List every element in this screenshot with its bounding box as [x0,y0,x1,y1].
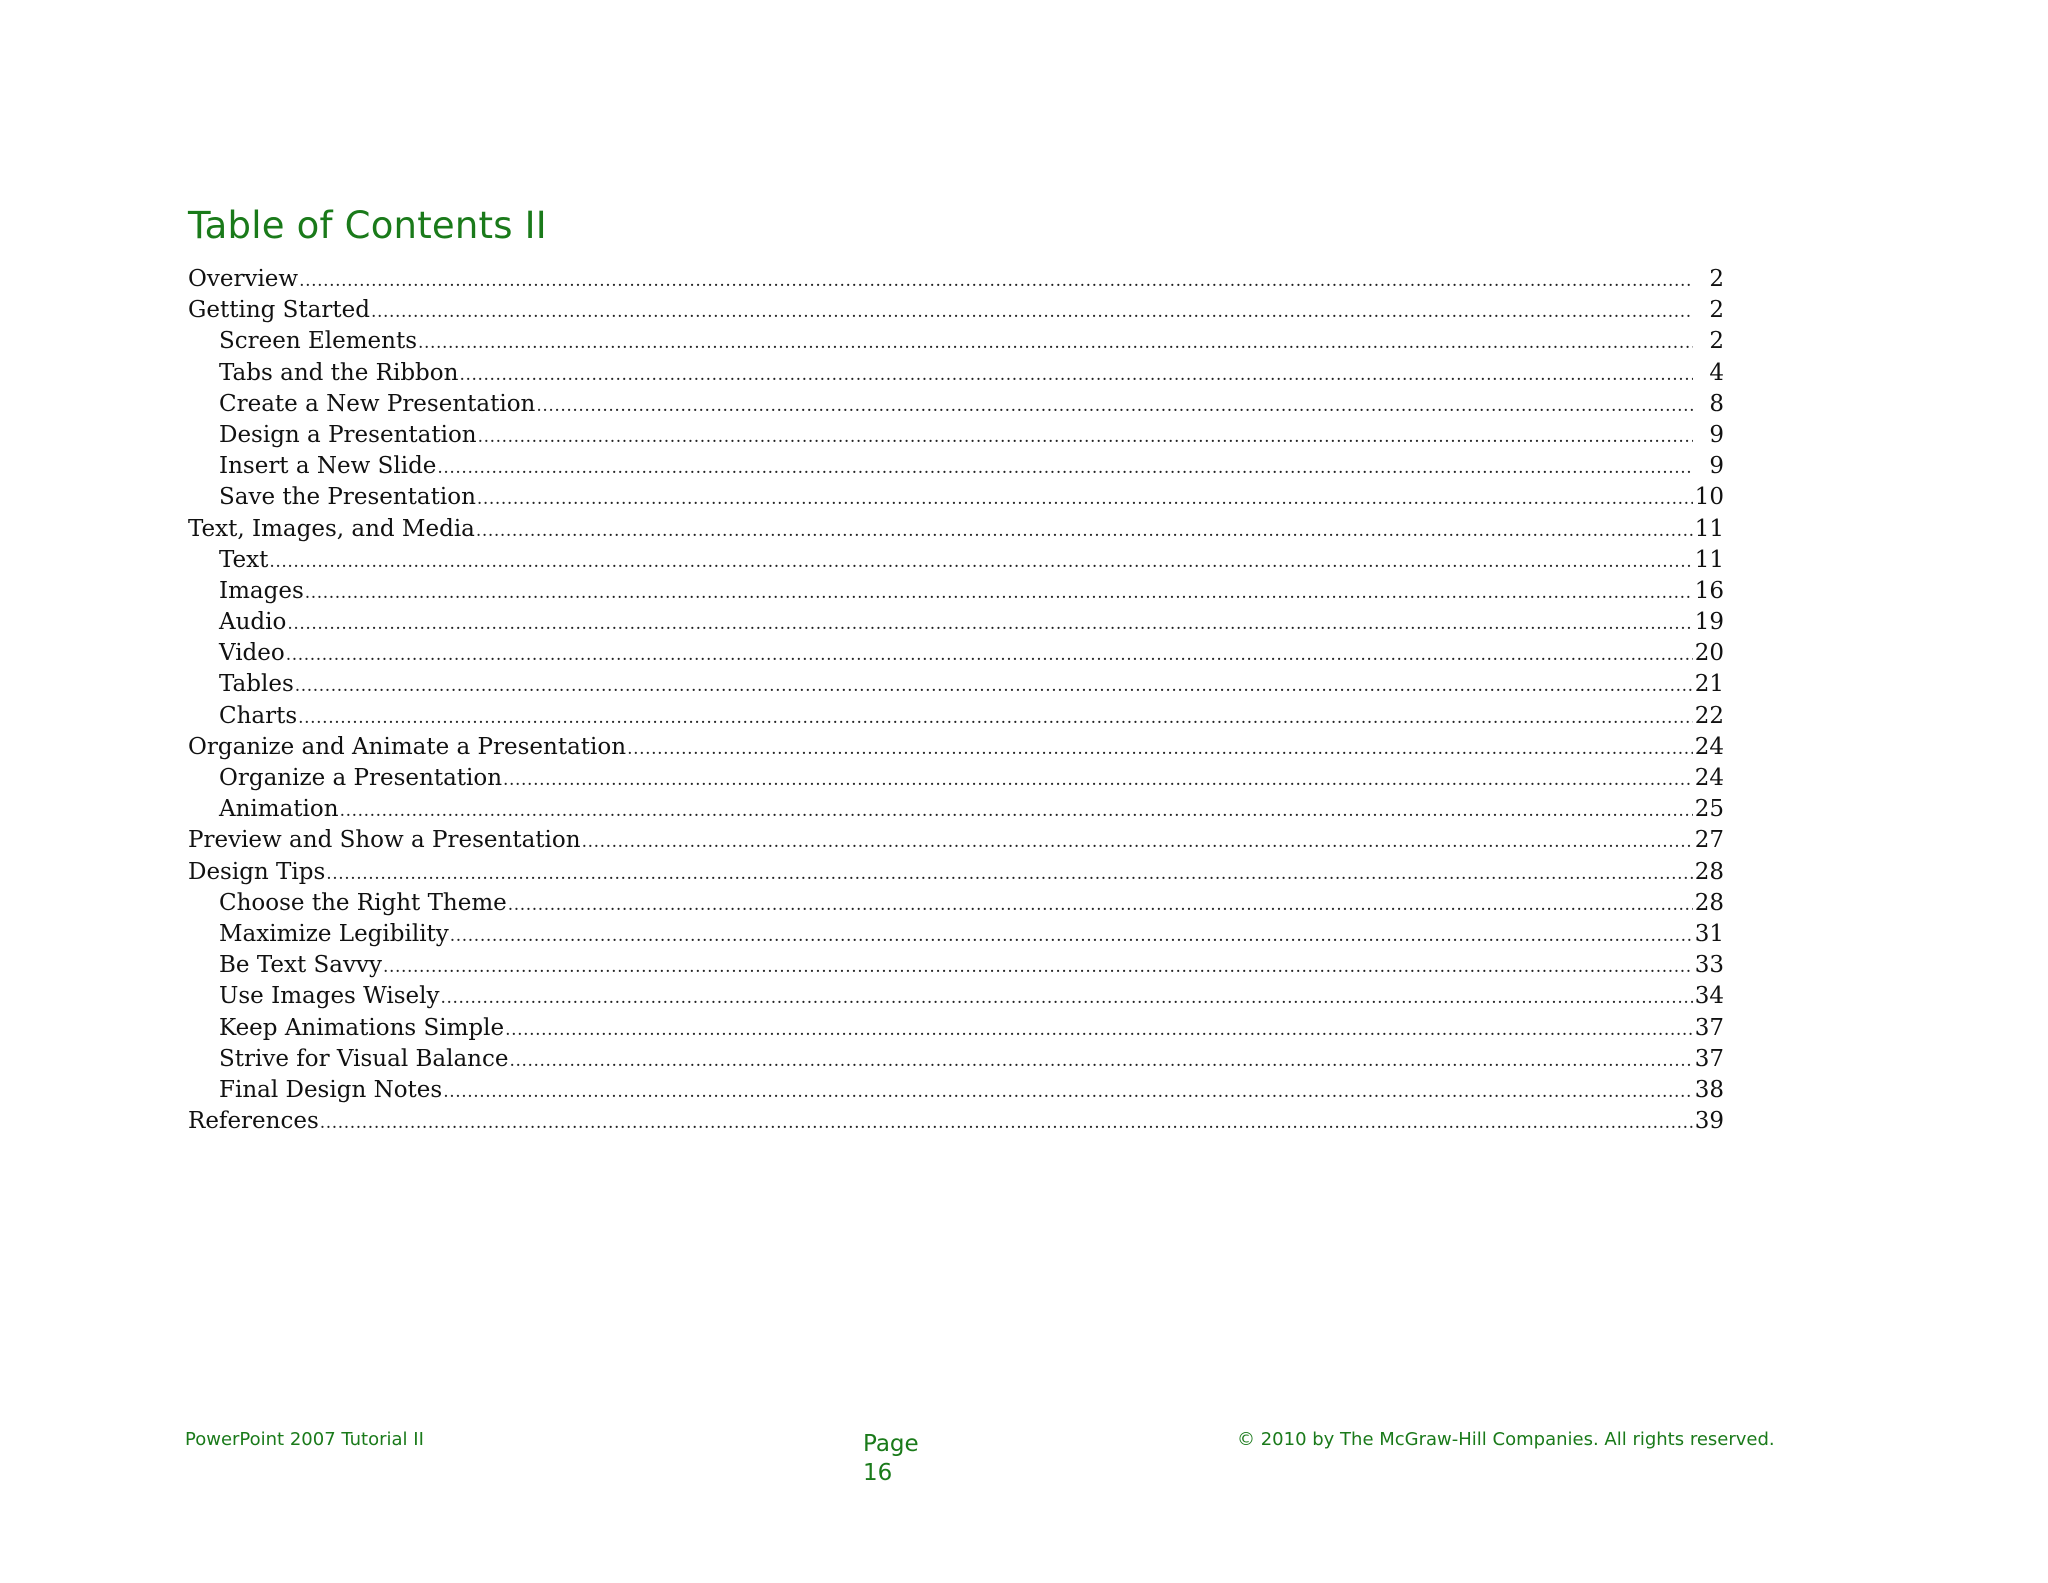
footer-page-value: 16 [863,1460,893,1486]
page-title: Table of Contents II [188,204,547,247]
toc-entry-label: Screen Elements [219,328,418,355]
toc-entry[interactable] [188,297,1724,328]
toc-entry-label: Keep Animations Simple [219,1014,505,1041]
footer-document-title: PowerPoint 2007 Tutorial II [185,1429,424,1450]
toc-entry[interactable] [188,1108,1724,1139]
toc-entry-label: Maximize Legibility [219,920,449,947]
toc-entry-page-number: 8 [1709,390,1724,417]
toc-entry[interactable] [188,453,1724,484]
toc-entry-label: Insert a New Slide [219,453,437,480]
toc-entry[interactable] [188,422,1724,453]
toc-dot-leader [503,770,1693,790]
toc-entry[interactable] [188,1015,1724,1046]
toc-dot-leader [437,458,1693,478]
toc-entry-page-number: 28 [1694,889,1724,916]
toc-entry-label: Tables [219,671,294,698]
toc-entry-label: Organize and Animate a Presentation [188,733,627,760]
toc-dot-leader [477,489,1693,509]
toc-entry[interactable] [188,983,1724,1014]
toc-entry-label: Getting Started [188,297,370,324]
toc-entry[interactable] [188,547,1724,578]
toc-entry-page-number: 39 [1694,1108,1724,1135]
toc-entry-page-number: 9 [1709,421,1724,448]
toc-entry-label: Strive for Visual Balance [219,1045,509,1072]
toc-entry-label: Tabs and the Ribbon [219,359,459,386]
toc-entry-label: Animation [219,796,339,823]
toc-dot-leader [383,957,1693,977]
toc-entry-page-number: 22 [1694,702,1724,729]
toc-entry[interactable] [188,921,1724,952]
toc-entry-page-number: 2 [1709,266,1724,292]
toc-dot-leader [443,1082,1693,1102]
toc-dot-leader [418,333,1693,353]
toc-entry-label: Choose the Right Theme [219,889,507,916]
toc-entry[interactable] [188,734,1724,765]
toc-entry-page-number: 4 [1709,359,1724,386]
toc-dot-leader [627,739,1693,759]
toc-entry-page-number: 20 [1694,640,1724,667]
toc-entry-page-number: 11 [1694,515,1724,542]
toc-entry[interactable] [188,360,1724,391]
toc-entry-page-number: 33 [1694,952,1724,979]
toc-entry[interactable] [188,516,1724,547]
toc-entry-label: Organize a Presentation [219,765,503,791]
toc-entry-page-number: 37 [1694,1014,1724,1041]
toc-entry-label: Images [219,577,304,604]
toc-entry[interactable] [188,1046,1724,1077]
toc-entry-label: Video [219,640,285,667]
toc-entry[interactable] [188,859,1724,890]
toc-entry-page-number: 16 [1694,577,1724,604]
toc-dot-leader [450,926,1693,946]
toc-entry-page-number: 25 [1694,796,1724,823]
toc-dot-leader [371,302,1693,322]
toc-entry[interactable] [188,703,1724,734]
toc-dot-leader [476,521,1693,541]
toc-list [188,266,1724,1139]
toc-entry-label: Audio [219,609,287,636]
toc-entry-label: Create a New Presentation [219,390,536,417]
toc-entry[interactable] [188,765,1724,796]
toc-entry[interactable] [188,640,1724,671]
toc-entry[interactable] [188,952,1724,983]
toc-entry[interactable] [188,484,1724,515]
toc-entry-label: Text [219,546,269,573]
toc-dot-leader [509,1051,1693,1071]
toc-dot-leader [299,271,1693,291]
toc-entry-page-number: 28 [1694,858,1724,885]
toc-dot-leader [305,583,1693,603]
toc-dot-leader [298,708,1693,728]
toc-entry-page-number: 2 [1709,297,1724,324]
toc-entry-label: Text, Images, and Media [188,515,475,542]
toc-dot-leader [508,895,1693,915]
toc-dot-leader [295,676,1693,696]
toc-dot-leader [287,614,1693,634]
toc-entry-page-number: 24 [1694,733,1724,760]
toc-entry[interactable] [188,328,1724,359]
toc-entry[interactable] [188,266,1724,297]
toc-entry-label: Final Design Notes [219,1076,443,1103]
toc-dot-leader [441,988,1693,1008]
toc-entry[interactable] [188,796,1724,827]
toc-entry-page-number: 19 [1694,609,1724,636]
toc-dot-leader [269,552,1693,572]
toc-entry-page-number: 11 [1694,546,1724,573]
toc-entry[interactable] [188,1077,1724,1108]
toc-entry-label: Design Tips [188,858,326,885]
footer-page-label: Page [863,1431,919,1457]
toc-dot-leader [286,645,1693,665]
toc-entry[interactable] [188,671,1724,702]
toc-entry-label: Preview and Show a Presentation [188,827,581,854]
toc-dot-leader [320,1113,1693,1133]
toc-entry-page-number: 31 [1694,920,1724,947]
toc-dot-leader [478,427,1693,447]
toc-entry[interactable] [188,827,1724,858]
toc-entry-page-number: 2 [1709,328,1724,355]
toc-dot-leader [582,832,1693,852]
toc-dot-leader [505,1020,1693,1040]
toc-entry-label: Design a Presentation [219,421,477,448]
toc-entry-page-number: 10 [1694,484,1724,511]
toc-dot-leader [536,396,1693,416]
toc-entry[interactable] [188,609,1724,640]
footer-page-number [863,1430,919,1488]
footer-copyright: © 2010 by The McGraw-Hill Companies. All rights reserved. [1237,1429,1775,1450]
toc-entry[interactable] [188,578,1724,609]
toc-entry-page-number: 24 [1694,765,1724,791]
toc-entry-label: Be Text Savvy [219,952,382,979]
toc-entry-page-number: 38 [1694,1076,1724,1103]
toc-dot-leader [459,365,1693,385]
toc-dot-leader [340,801,1693,821]
toc-entry-label: Save the Presentation [219,484,476,511]
toc-entry-label: Charts [219,702,298,729]
toc-entry-page-number: 27 [1694,827,1724,854]
toc-entry-page-number: 9 [1709,453,1724,480]
toc-entry-page-number: 21 [1694,671,1724,698]
toc-dot-leader [326,864,1693,884]
toc-entry-label: References [188,1108,319,1135]
toc-entry[interactable] [188,391,1724,422]
toc-entry-page-number: 37 [1694,1045,1724,1072]
toc-entry-label: Overview [188,266,299,292]
toc-entry[interactable] [188,890,1724,921]
toc-entry-label: Use Images Wisely [219,983,440,1010]
toc-entry-page-number: 34 [1694,983,1724,1010]
